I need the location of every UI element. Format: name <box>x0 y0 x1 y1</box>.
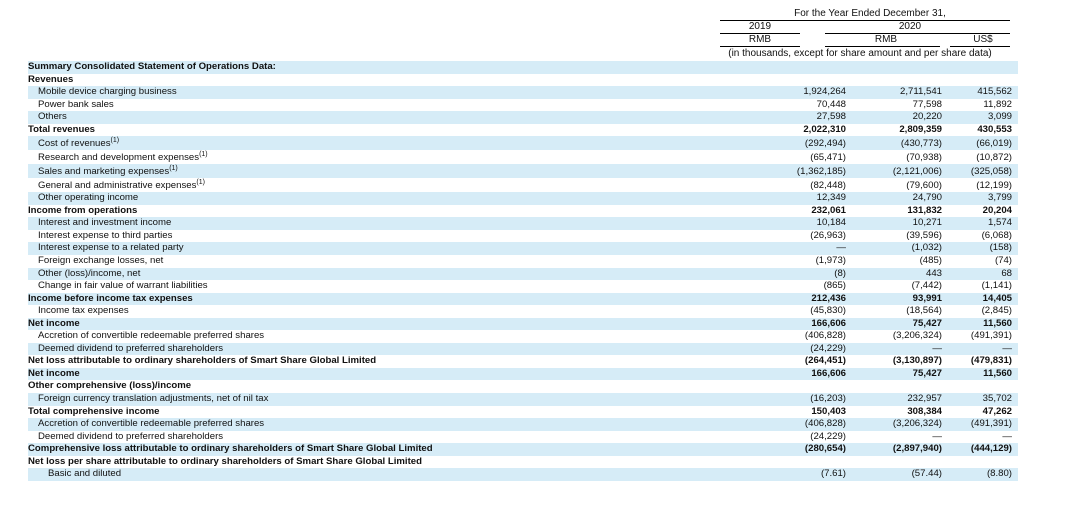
value-2020-rmb: (1,032) <box>911 242 942 254</box>
table-row <box>28 418 1018 431</box>
value-2019-rmb: (1,973) <box>815 255 846 267</box>
table-row <box>28 268 1018 281</box>
value-2019-rmb: (406,828) <box>804 330 846 342</box>
value-2020-rmb: (3,130,897) <box>892 355 942 367</box>
table-row <box>28 150 1018 164</box>
value-2020-rmb: 2,809,359 <box>899 123 942 135</box>
statement-table <box>28 61 1018 481</box>
value-2020-rmb: (2,897,940) <box>892 443 942 455</box>
row-label-text: Deemed dividend to preferred shareholders <box>38 430 224 442</box>
row-label <box>48 468 121 481</box>
row-label <box>38 217 171 230</box>
row-label-text: Other comprehensive (loss)/income <box>28 380 192 392</box>
table-row <box>28 330 1018 343</box>
table-row <box>28 343 1018 356</box>
table-row <box>28 443 1018 456</box>
value-2020-usd: 47,262 <box>982 405 1012 417</box>
value-2020-usd: (158) <box>989 242 1012 254</box>
value-2019-rmb: 70,448 <box>816 98 846 110</box>
value-2020-usd: — <box>1002 430 1012 442</box>
value-2019-rmb: 2,022,310 <box>803 123 846 135</box>
value-2019-rmb: (24,229) <box>810 342 846 354</box>
row-label-text: Net loss per share attributable to ordinary shareholders of Smart Share Global Limited <box>28 455 422 467</box>
row-label-text: Net income <box>28 367 80 379</box>
value-2019-rmb: (26,963) <box>810 229 846 241</box>
value-2019-rmb: 10,184 <box>816 217 846 229</box>
value-2020-usd: (66,019) <box>976 138 1012 150</box>
value-2020-usd: 3,799 <box>987 192 1012 204</box>
value-2019-rmb: (292,494) <box>804 138 846 150</box>
table-row <box>28 380 1018 393</box>
row-label <box>28 124 95 137</box>
row-label-text: Other (loss)/income, net <box>38 267 141 279</box>
row-label-text: Summary Consolidated Statement of Operations Data: <box>28 61 276 72</box>
row-label-text: Interest expense to a related party <box>38 242 184 254</box>
row-label <box>38 343 223 356</box>
currency-2020-rmb-heading: RMB <box>874 34 898 45</box>
table-row <box>28 406 1018 419</box>
value-2020-usd: (444,129) <box>970 443 1012 455</box>
row-label-text: Foreign exchange losses, net <box>38 255 164 267</box>
value-2020-rmb: (2,121,006) <box>892 166 942 178</box>
row-label-text: Power bank sales <box>38 98 114 110</box>
row-label-text: Interest expense to third parties <box>38 229 173 241</box>
value-2020-rmb: 443 <box>925 267 942 279</box>
value-2020-usd: (479,831) <box>970 355 1012 367</box>
value-2020-rmb: 308,384 <box>907 405 942 417</box>
row-label <box>38 242 184 255</box>
row-label-text: Deemed dividend to preferred shareholders <box>38 342 224 354</box>
value-2020-usd: 35,702 <box>982 393 1012 405</box>
value-2019-rmb: (16,203) <box>810 393 846 405</box>
value-2020-rmb: 75,427 <box>912 317 942 329</box>
value-2020-rmb: 10,271 <box>912 217 942 229</box>
value-2020-rmb: (57.44) <box>911 468 942 480</box>
table-row <box>28 74 1018 87</box>
row-label <box>28 61 276 74</box>
value-2020-rmb: (485) <box>919 255 942 267</box>
value-2019-rmb: (865) <box>823 280 846 292</box>
value-2020-usd: (325,058) <box>970 166 1012 178</box>
row-label-text: Total comprehensive income <box>28 405 160 417</box>
row-label-text: Net loss attributable to ordinary shareholders of Smart Share Global Limited <box>28 355 377 367</box>
value-2020-rmb: — <box>932 342 942 354</box>
table-row <box>28 164 1018 178</box>
value-2020-rmb: 93,991 <box>912 292 942 304</box>
table-row <box>28 431 1018 444</box>
currency-2019-heading: RMB <box>748 34 772 45</box>
value-2020-usd: 11,560 <box>983 317 1012 329</box>
value-2020-rmb: 24,790 <box>912 192 942 204</box>
table-row <box>28 355 1018 368</box>
table-row <box>28 293 1018 306</box>
value-2020-rmb: 75,427 <box>912 367 942 379</box>
table-row <box>28 280 1018 293</box>
value-2019-rmb: (8) <box>834 267 846 279</box>
footnote-marker: (1) <box>110 137 120 145</box>
value-2020-rmb: 77,598 <box>912 98 942 110</box>
row-label <box>28 205 137 218</box>
row-label-text: Revenues <box>28 73 74 85</box>
value-2019-rmb: (65,471) <box>810 152 846 164</box>
footnote-marker: (1) <box>196 179 205 187</box>
row-label <box>38 280 208 293</box>
value-2019-rmb: 150,403 <box>811 405 846 417</box>
value-2020-rmb: 2,711,541 <box>900 86 942 98</box>
row-label-text: Cost of revenues <box>38 138 111 150</box>
value-2020-usd: (491,391) <box>970 418 1012 430</box>
row-label <box>38 230 172 243</box>
row-label <box>38 330 264 343</box>
value-2020-usd: 11,892 <box>983 98 1012 110</box>
row-label <box>28 74 73 87</box>
header-rule <box>720 46 800 47</box>
row-label <box>28 406 160 419</box>
row-label <box>38 255 163 268</box>
value-2019-rmb: — <box>836 242 846 254</box>
row-label <box>38 111 67 124</box>
row-label-text: Mobile device charging business <box>38 86 177 98</box>
value-2020-rmb: (18,564) <box>906 305 942 317</box>
year-2020-heading: 2020 <box>898 21 922 32</box>
row-label <box>38 418 264 431</box>
table-row <box>28 468 1018 481</box>
row-label-text: Accretion of convertible redeemable preferred shares <box>38 330 265 342</box>
row-label-text: Income tax expenses <box>38 305 129 317</box>
row-label <box>28 355 376 368</box>
value-2019-rmb: (280,654) <box>804 443 846 455</box>
row-label-text: Income before income tax expenses <box>28 292 193 304</box>
row-label-text: General and administrative expenses <box>38 180 197 192</box>
footnote-marker: (1) <box>199 151 208 159</box>
value-2019-rmb: 166,606 <box>811 317 846 329</box>
row-label <box>38 268 140 281</box>
row-label <box>38 393 268 406</box>
table-row <box>28 205 1018 218</box>
row-label-text: Other operating income <box>38 192 139 204</box>
table-row <box>28 124 1018 137</box>
row-label <box>38 192 138 205</box>
value-2020-usd: (491,391) <box>970 330 1012 342</box>
row-label-text: Others <box>38 111 67 123</box>
value-2020-usd: 20,204 <box>982 204 1012 216</box>
table-row <box>28 99 1018 112</box>
row-label-text: Interest and investment income <box>38 217 172 229</box>
value-2019-rmb: 27,598 <box>816 111 846 123</box>
currency-2020-usd-heading: US$ <box>973 34 993 45</box>
value-2020-rmb: (3,206,324) <box>892 330 942 342</box>
value-2020-usd: (8.80) <box>986 468 1012 480</box>
value-2020-usd: (2,845) <box>981 305 1012 317</box>
row-label <box>28 380 191 393</box>
value-2019-rmb: (7.61) <box>820 468 846 480</box>
table-row <box>28 368 1018 381</box>
row-label-text: Income from operations <box>28 204 138 216</box>
value-2020-rmb: (430,773) <box>900 138 942 150</box>
value-2020-usd: (10,872) <box>976 152 1012 164</box>
value-2019-rmb: 212,436 <box>811 292 846 304</box>
table-row <box>28 318 1018 331</box>
row-label <box>28 443 433 456</box>
value-2020-usd: — <box>1002 342 1012 354</box>
table-row <box>28 61 1018 74</box>
value-2020-rmb: (70,938) <box>906 152 942 164</box>
value-2020-rmb: 232,957 <box>907 393 942 405</box>
value-2020-rmb: — <box>932 430 942 442</box>
row-label <box>38 431 223 444</box>
row-label-text: Comprehensive loss attributable to ordinary shareholders of Smart Share Global Limited <box>28 443 433 455</box>
value-2019-rmb: 1,924,264 <box>803 86 846 98</box>
value-2020-usd: (1,141) <box>981 280 1012 292</box>
value-2019-rmb: (1,362,185) <box>796 166 846 178</box>
value-2019-rmb: 12,349 <box>816 192 846 204</box>
row-label <box>38 305 129 318</box>
table-row <box>28 456 1018 469</box>
value-2019-rmb: 232,061 <box>811 204 846 216</box>
header-rule <box>950 46 1010 47</box>
footnote-marker: (1) <box>169 165 178 173</box>
row-label-text: Basic and diluted <box>48 468 122 480</box>
table-row <box>28 242 1018 255</box>
value-2020-usd: 1,574 <box>987 217 1012 229</box>
value-2020-usd: 3,099 <box>987 111 1012 123</box>
table-row <box>28 305 1018 318</box>
value-2020-rmb: (7,442) <box>911 280 942 292</box>
table-row <box>28 255 1018 268</box>
value-2019-rmb: 166,606 <box>811 367 846 379</box>
row-label-text: Sales and marketing expenses <box>38 166 170 178</box>
value-2020-rmb: (3,206,324) <box>892 418 942 430</box>
header-rule <box>825 46 940 47</box>
row-label-text: Net income <box>28 317 80 329</box>
value-2020-rmb: 131,832 <box>907 204 942 216</box>
value-2020-usd: (74) <box>994 255 1012 267</box>
row-label-text: Accretion of convertible redeemable preferred shares <box>38 418 265 430</box>
year-2019-heading: 2019 <box>748 21 772 32</box>
row-label <box>38 86 177 99</box>
table-row <box>28 178 1018 192</box>
value-2019-rmb: (24,229) <box>810 430 846 442</box>
value-2019-rmb: (264,451) <box>804 355 846 367</box>
value-2020-usd: 415,562 <box>977 86 1012 98</box>
value-2020-rmb: (79,600) <box>906 180 942 192</box>
value-2019-rmb: (82,448) <box>810 180 846 192</box>
value-2020-rmb: (39,596) <box>906 229 942 241</box>
row-label <box>28 318 80 331</box>
value-2020-usd: 11,560 <box>983 367 1012 379</box>
value-2020-usd: 14,405 <box>982 292 1012 304</box>
table-row <box>28 192 1018 205</box>
table-row <box>28 393 1018 406</box>
row-label <box>28 293 193 306</box>
table-row <box>28 230 1018 243</box>
period-heading: For the Year Ended December 31, <box>794 8 946 19</box>
value-2020-usd: (6,068) <box>981 229 1012 241</box>
table-row <box>28 136 1018 150</box>
row-label-text: Foreign currency translation adjustments, net of nil tax <box>38 393 269 405</box>
row-label-text: Research and development expenses <box>38 152 200 164</box>
value-2019-rmb: (406,828) <box>804 418 846 430</box>
row-label-text: Total revenues <box>28 123 96 135</box>
value-2020-rmb: 20,220 <box>912 111 942 123</box>
row-label <box>38 99 114 112</box>
table-row <box>28 217 1018 230</box>
table-row <box>28 86 1018 99</box>
value-2020-usd: (12,199) <box>976 180 1012 192</box>
value-2019-rmb: (45,830) <box>810 305 846 317</box>
row-label <box>28 368 80 381</box>
table-row <box>28 111 1018 124</box>
value-2020-usd: 68 <box>1001 267 1012 279</box>
row-label-text: Change in fair value of warrant liabilities <box>38 280 208 292</box>
value-2020-usd: 430,553 <box>977 123 1012 135</box>
row-label <box>28 456 422 469</box>
units-note: (in thousands, except for share amount and per share data) <box>728 48 992 59</box>
